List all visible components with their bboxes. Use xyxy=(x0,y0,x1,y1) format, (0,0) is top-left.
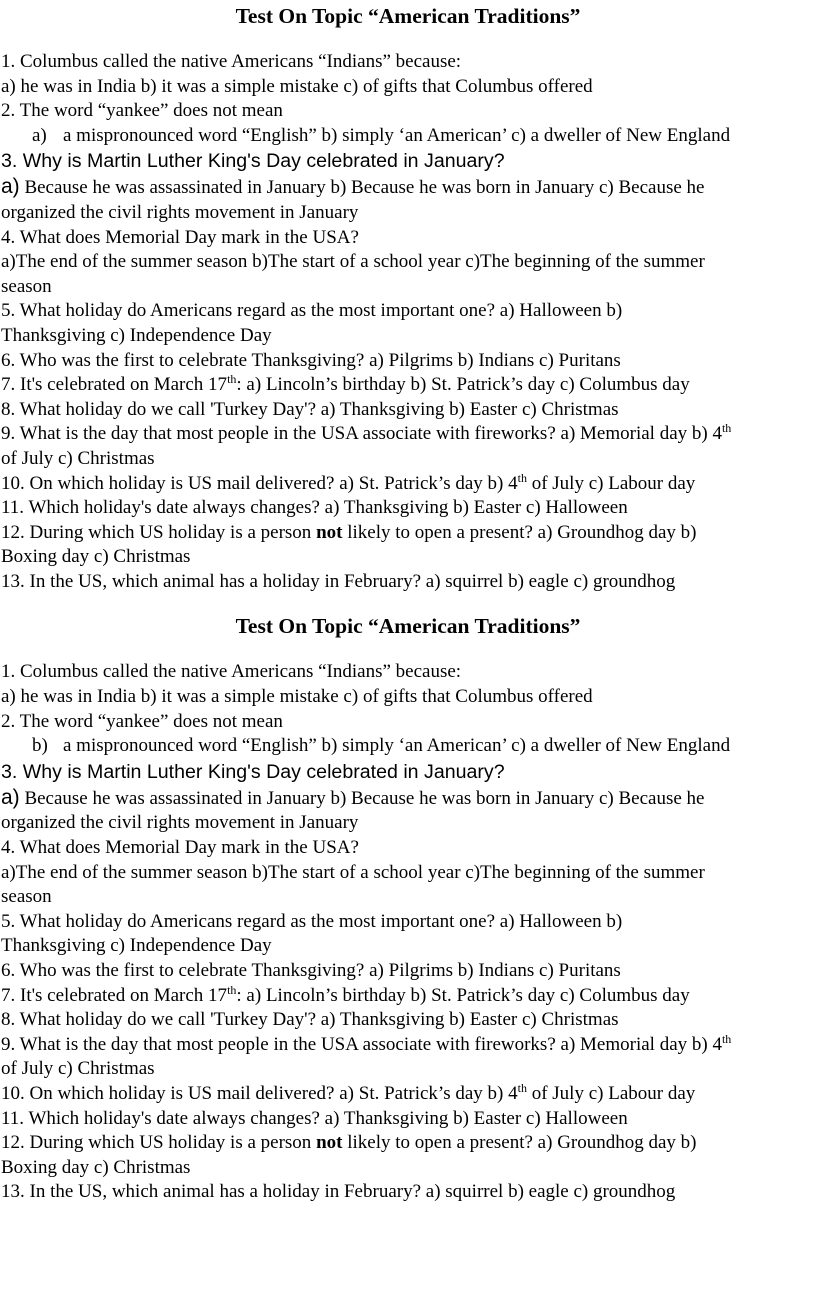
ordinal-suffix: th xyxy=(227,372,237,387)
question-2: 2. The word “yankee” does not mean xyxy=(1,710,283,732)
question-10 xyxy=(0,1082,816,1107)
question-10-options: of July c) Labour day xyxy=(526,472,696,494)
question-9-line-1 xyxy=(0,422,816,447)
test-copy-2 xyxy=(0,610,816,1204)
question-4: 4. What does Memorial Day mark in the USA? xyxy=(1,226,359,248)
question-7-options: : a) Lincoln’s birthday b) St. Patrick’s day c) Columbus day xyxy=(236,374,690,396)
question-1: 1. Columbus called the native Americans “Indians” because: xyxy=(1,51,462,72)
question-1-options: a) he was in India b) it was a simple mistake c) of gifts that Columbus offered xyxy=(1,686,593,708)
question-2: 2. The word “yankee” does not mean xyxy=(1,100,283,122)
question-13: 13. In the US, which animal has a holiday in February? a) squirrel b) eagle c) groundhog xyxy=(1,570,676,592)
question-2-option-label: a) xyxy=(32,124,47,146)
question-3-option-letter: a) xyxy=(1,785,20,809)
question-7-text: 7. It's celebrated on March 17 xyxy=(1,374,228,396)
ordinal-suffix: th xyxy=(721,1031,732,1046)
question-10-text: 10. On which holiday is US mail delivered? a) St. Patrick’s day b) 4 xyxy=(1,472,518,494)
question-3: 3. Why is Martin Luther King's Day celebrated in January? xyxy=(1,150,505,173)
question-2-options-text: a mispronounced word “English” b) simply ‘an American’ c) a dweller of New England xyxy=(63,735,731,757)
question-12-options: likely to open a present? a) Groundhog day b) xyxy=(342,1132,697,1154)
question-2-options-text: a mispronounced word “English” b) simply ‘an American’ c) a dweller of New England xyxy=(63,124,731,146)
question-9-line-2: of July c) Christmas xyxy=(1,447,155,469)
test-title: Test On Topic “American Traditions” xyxy=(235,614,581,639)
question-2-options xyxy=(0,734,816,759)
ordinal-suffix: th xyxy=(517,470,527,485)
question-4-options-line-2: season xyxy=(1,275,52,297)
question-12-line-2: Boxing day c) Christmas xyxy=(1,546,191,568)
test-title: Test On Topic “American Traditions” xyxy=(235,4,581,28)
question-12-text: 12. During which US holiday is a person xyxy=(1,521,317,543)
question-12-emphasis: not xyxy=(316,521,343,543)
ordinal-suffix: th xyxy=(721,421,732,436)
question-11: 11. Which holiday's date always changes? a) Thanksgiving b) Easter c) Halloween xyxy=(1,1107,628,1129)
question-3-options-line-1 xyxy=(0,785,816,812)
ordinal-suffix: th xyxy=(227,982,237,997)
question-10-text: 10. On which holiday is US mail delivered? a) St. Patrick’s day b) 4 xyxy=(1,1082,518,1104)
question-5-line-2: Thanksgiving c) Independence Day xyxy=(1,935,272,957)
question-1-options: a) he was in India b) it was a simple mistake c) of gifts that Columbus offered xyxy=(1,75,593,97)
question-2-options xyxy=(0,124,816,149)
question-9-line-1 xyxy=(0,1033,816,1058)
question-12-line-2: Boxing day c) Christmas xyxy=(1,1156,191,1178)
question-9-text: 9. What is the day that most people in the USA associate with fireworks? a) Memorial day b) 4 xyxy=(1,1033,722,1055)
question-7-options: : a) Lincoln’s birthday b) St. Patrick’s day c) Columbus day xyxy=(236,984,690,1006)
question-3-options-line-1 xyxy=(0,174,816,201)
question-3: 3. Why is Martin Luther King's Day celebrated in January? xyxy=(1,760,505,783)
question-5-line-1: 5. What holiday do Americans regard as the most important one? a) Halloween b) xyxy=(1,910,623,932)
question-3-option-letter: a) xyxy=(1,175,20,199)
question-7 xyxy=(0,373,816,398)
question-9-line-2: of July c) Christmas xyxy=(1,1058,155,1080)
ordinal-suffix: th xyxy=(517,1080,527,1095)
question-3-options-text: Because he was assassinated in January b) Because he was born in January c) Because he xyxy=(19,177,705,199)
question-3-options-text: Because he was assassinated in January b) Because he was born in January c) Because he xyxy=(19,787,705,809)
question-3-options-line-2: organized the civil rights movement in January xyxy=(1,201,359,223)
question-4: 4. What does Memorial Day mark in the USA? xyxy=(1,837,359,859)
question-4-options-line-1: a)The end of the summer season b)The start of a school year c)The beginning of the summer xyxy=(1,251,705,273)
question-8: 8. What holiday do we call 'Turkey Day'? a) Thanksgiving b) Easter c) Christmas xyxy=(1,1009,619,1031)
question-4-options-line-2: season xyxy=(1,886,52,908)
question-7 xyxy=(0,984,816,1009)
question-11: 11. Which holiday's date always changes? a) Thanksgiving b) Easter c) Halloween xyxy=(1,497,628,519)
question-1: 1. Columbus called the native Americans “Indians” because: xyxy=(1,661,462,683)
question-5-line-2: Thanksgiving c) Independence Day xyxy=(1,324,272,346)
question-12-options: likely to open a present? a) Groundhog day b) xyxy=(342,521,697,543)
question-6: 6. Who was the first to celebrate Thanksgiving? a) Pilgrims b) Indians c) Puritans xyxy=(1,349,621,371)
question-9-text: 9. What is the day that most people in the USA associate with fireworks? a) Memorial day b) 4 xyxy=(1,423,722,445)
question-6: 6. Who was the first to celebrate Thanksgiving? a) Pilgrims b) Indians c) Puritans xyxy=(1,960,621,981)
question-12-line-1 xyxy=(0,1131,816,1156)
question-12-line-1 xyxy=(0,521,816,546)
question-5-line-1: 5. What holiday do Americans regard as the most important one? a) Halloween b) xyxy=(1,300,623,322)
question-3-options-line-2: organized the civil rights movement in January xyxy=(1,812,359,834)
test-copy-1 xyxy=(0,0,816,594)
question-10-options: of July c) Labour day xyxy=(526,1082,696,1104)
question-13: 13. In the US, which animal has a holiday in February? a) squirrel b) eagle c) groundhog xyxy=(1,1181,676,1203)
question-8: 8. What holiday do we call 'Turkey Day'? a) Thanksgiving b) Easter c) Christmas xyxy=(1,398,619,420)
question-4-options-line-1: a)The end of the summer season b)The start of a school year c)The beginning of the summer xyxy=(1,861,705,883)
question-10 xyxy=(0,472,816,497)
question-7-text: 7. It's celebrated on March 17 xyxy=(1,984,228,1006)
question-2-option-label: b) xyxy=(32,735,48,757)
question-12-text: 12. During which US holiday is a person xyxy=(1,1132,317,1154)
question-12-emphasis: not xyxy=(316,1132,343,1154)
